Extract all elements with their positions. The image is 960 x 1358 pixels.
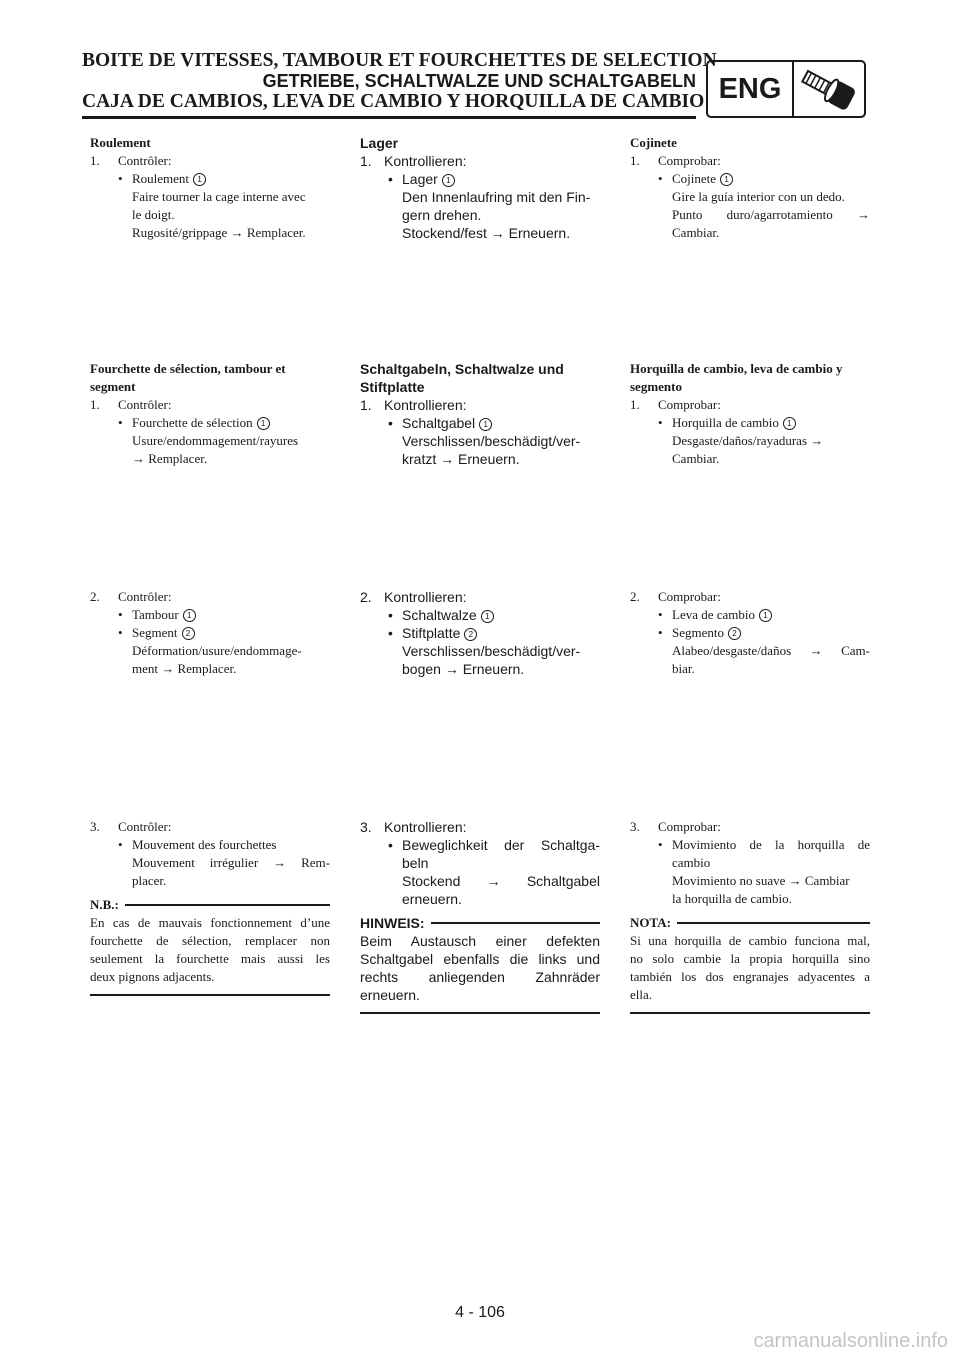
es-bearing-title: Cojinete — [630, 135, 677, 150]
note-line: no solo cambie la propia horquilla sino — [630, 951, 870, 966]
description-line: erneuern. — [402, 891, 462, 907]
description-line: ment → Remplacer. — [132, 661, 237, 676]
description-line: Verschlissen/beschädigt/ver- — [402, 643, 581, 659]
item-label: Leva de cambio — [672, 607, 756, 622]
step-number: 3. — [90, 819, 100, 834]
badge-label: ENG — [708, 62, 794, 116]
de-movement-section: 3. Kontrollieren: • Beweglichkeit der Schaltga- beln Stockend → Schaltgabel erneuern. HINWEIS: Beim Austausch einer defekten Schaltgabel ebenfalls die links und rechts anliegenden Zahnräder erneuern. — [360, 818, 600, 1014]
de-bearing-section: Lager 1. Kontrollieren: • Lager 1 Den Innenlaufring mit den Fin- gern drehen. Stockend/fest → Erneuern. — [360, 134, 600, 242]
description-line: Faire tourner la cage interne avec — [132, 189, 306, 204]
note-header — [630, 914, 870, 932]
description-line: Mouvement irrégulier → Rem- — [132, 855, 330, 870]
step-label: Contrôler: — [118, 153, 172, 168]
step-number: 1. — [630, 153, 640, 168]
step-label: Comprobar: — [658, 397, 721, 412]
note-line: Si una horquilla de cambio funciona mal, — [630, 933, 870, 948]
callout-2: 2 — [728, 627, 741, 640]
callout-1: 1 — [479, 418, 492, 431]
watermark: carmanualsonline.info — [753, 1330, 948, 1352]
description-line: → Remplacer. — [132, 451, 208, 466]
de-fork-section: Schaltgabeln, Schaltwalze und Stiftplatte 1. Kontrollieren: • Schaltgabel 1 Verschlissen/beschädigt/ver- kratzt → Erneuern. — [360, 360, 600, 468]
note-line: erneuern. — [360, 987, 420, 1003]
step-number: 2. — [630, 589, 640, 604]
callout-1: 1 — [720, 173, 733, 186]
de-fork-title: Schaltgabeln, Schaltwalze und — [360, 361, 564, 377]
description-line: placer. — [132, 873, 167, 888]
fr-movement-section: 3. Contrôler: • Mouvement des fourchettes Mouvement irrégulier → Rem- placer. N.B.: En cas de mauvais fonctionnement d’une fourchette de sélection, remplacer non seulement la fourchette mais aussi les deux pignons adjacents. — [90, 818, 330, 996]
step-label: Kontrollieren: — [384, 589, 467, 605]
es-bearing-section: Cojinete 1. Comprobar: • Cojinete 1 Gire la guía interior con un dedo. Punto duro/agarrotamiento → Cambiar. — [630, 135, 870, 240]
callout-1: 1 — [193, 173, 206, 186]
fr-fork-title-2: segment — [90, 379, 136, 394]
note-end-rule — [90, 994, 330, 996]
description-line: Déformation/usure/endommage- — [132, 643, 302, 658]
callout-2: 2 — [464, 628, 477, 641]
note-line: Beim Austausch einer defekten — [360, 933, 600, 949]
item-label: Movimiento de la horquilla de — [672, 837, 870, 852]
description-line: Verschlissen/beschädigt/ver- — [402, 433, 581, 449]
step-number: 1. — [90, 153, 100, 168]
callout-1: 1 — [783, 417, 796, 430]
de-drum-section: 2. Kontrollieren: • Schaltwalze 1 • Stiftplatte 2 Verschlissen/beschädigt/ver- bogen → Erneuern. — [360, 588, 600, 678]
engine-bolt-icon — [794, 62, 864, 116]
description-line: Desgaste/daños/rayaduras → — [672, 433, 824, 448]
description-line: Stockend → Schaltgabel — [402, 873, 600, 889]
description-line: Movimiento no suave → Cambiar — [672, 873, 850, 888]
note-end-rule — [630, 1012, 870, 1014]
description-line: la horquilla de cambio. — [672, 891, 792, 906]
de-bearing-title: Lager — [360, 135, 399, 151]
es-fork-title-2: segmento — [630, 379, 682, 394]
description-line: Gire la guía interior con un dedo. — [672, 189, 845, 204]
item-label: Segment — [132, 625, 178, 640]
step-label: Kontrollieren: — [384, 397, 467, 413]
note-line: fourchette de sélection, remplacer non — [90, 933, 330, 948]
callout-2: 2 — [182, 627, 195, 640]
step-label: Kontrollieren: — [384, 819, 467, 835]
callout-1: 1 — [257, 417, 270, 430]
fr-bearing-section: Roulement 1. Contrôler: • Roulement 1 Faire tourner la cage interne avec le doigt. Rugosité/grippage → Remplacer. — [90, 134, 330, 242]
description-line: bogen → Erneuern. — [402, 661, 525, 677]
note-label: NOTA: — [630, 915, 671, 930]
item-label: Fourchette de sélection — [132, 415, 253, 430]
step-label: Comprobar: — [658, 153, 721, 168]
note-line: seulement la fourchette mais aussi les — [90, 951, 330, 966]
step-label: Contrôler: — [118, 819, 172, 834]
step-label: Kontrollieren: — [384, 153, 467, 169]
callout-1: 1 — [759, 609, 772, 622]
step-number: 2. — [360, 589, 372, 605]
step-label: Comprobar: — [658, 589, 721, 604]
item-label: Schaltwalze — [402, 607, 477, 623]
description-line: gern drehen. — [402, 207, 482, 223]
item-label-cont: beln — [402, 855, 429, 871]
step-number: 2. — [90, 589, 100, 604]
note-line: En cas de mauvais fonctionnement d’une — [90, 915, 330, 930]
item-label: Lager — [402, 171, 438, 187]
note-header — [360, 914, 600, 932]
page-header — [82, 50, 717, 112]
es-drum-section: 2. Comprobar: • Leva de cambio 1 • Segmento 2 Alabeo/desgaste/daños → Cam- biar. — [630, 589, 870, 676]
title-es: CAJA DE CAMBIOS, LEVA DE CAMBIO Y HORQUILLA DE CAMBIO — [82, 91, 705, 112]
item-label: Beweglichkeit der Schaltga- — [402, 837, 600, 853]
item-label: Tambour — [132, 607, 179, 622]
de-fork-title-2: Stiftplatte — [360, 379, 425, 395]
description-line: Punto duro/agarrotamiento → — [672, 207, 870, 222]
fr-bearing-title: Roulement — [90, 135, 151, 150]
es-movement-section: 3. Comprobar: • Movimiento de la horquilla de cambio Movimiento no suave → Cambiar la horquilla de cambio. NOTA: Si una horquilla de cambio funciona mal, no solo cambie la propia horquilla sino también los dos engranajes adyacentes a ella. — [630, 818, 870, 1014]
step-label: Comprobar: — [658, 819, 721, 834]
item-label: Horquilla de cambio — [672, 415, 779, 430]
item-label: Stiftplatte — [402, 625, 461, 641]
note-header — [90, 896, 330, 914]
title-de: GETRIEBE, SCHALTWALZE UND SCHALTGABELN — [262, 71, 696, 91]
note-label: HINWEIS: — [360, 915, 425, 931]
fr-fork-section: Fourchette de sélection, tambour et segment 1. Contrôler: • Fourchette de sélection 1 Usure/endommagement/rayures → Remplacer. — [90, 360, 330, 468]
callout-1: 1 — [442, 174, 455, 187]
item-label-cont: cambio — [672, 855, 711, 870]
page-number: 4 - 106 — [455, 1304, 505, 1321]
note-line: ella. — [630, 987, 653, 1002]
note-line: deux pignons adjacents. — [90, 969, 215, 984]
description-line: Den Innenlaufring mit den Fin- — [402, 189, 591, 205]
description-line: le doigt. — [132, 207, 175, 222]
step-number: 1. — [360, 153, 372, 169]
description-line: biar. — [672, 661, 695, 676]
description-line: Cambiar. — [672, 451, 720, 466]
description-line: Usure/endommagement/rayures — [132, 433, 299, 448]
fr-fork-title: Fourchette de sélection, tambour et — [90, 361, 286, 376]
callout-1: 1 — [481, 610, 494, 623]
step-number: 3. — [630, 819, 640, 834]
note-line: Schaltgabel ebenfalls die links und — [360, 951, 600, 967]
section-badge — [706, 60, 866, 118]
description-line: kratzt → Erneuern. — [402, 451, 520, 467]
item-label: Mouvement des fourchettes — [132, 837, 277, 852]
item-label: Cojinete — [672, 171, 717, 186]
fr-drum-section: 2. Contrôler: • Tambour 1 • Segment 2 Déformation/usure/endommage- ment → Remplacer. — [90, 588, 330, 678]
note-line: rechts anliegenden Zahnräder — [360, 969, 600, 985]
item-label: Segmento — [672, 625, 724, 640]
description-line: Rugosité/grippage → Remplacer. — [132, 225, 306, 240]
item-label: Roulement — [132, 171, 190, 186]
description-line: Alabeo/desgaste/daños → Cam- — [672, 643, 870, 658]
item-label: Schaltgabel — [402, 415, 476, 431]
note-label: N.B.: — [90, 897, 119, 912]
step-number: 1. — [90, 397, 100, 412]
title-fr: BOITE DE VITESSES, TAMBOUR ET FOURCHETTES DE SELECTION — [82, 50, 717, 71]
step-number: 3. — [360, 819, 372, 835]
step-number: 1. — [630, 397, 640, 412]
note-end-rule — [360, 1012, 600, 1014]
step-label: Contrôler: — [118, 397, 172, 412]
callout-1: 1 — [183, 609, 196, 622]
note-line: también los dos engranajes adyacentes a — [630, 969, 870, 984]
description-line: Cambiar. — [672, 225, 720, 240]
step-label: Contrôler: — [118, 589, 172, 604]
header-rule — [82, 116, 696, 119]
description-line: Stockend/fest → Erneuern. — [402, 225, 571, 241]
es-fork-section: Horquilla de cambio, leva de cambio y segmento 1. Comprobar: • Horquilla de cambio 1 Desgaste/daños/rayaduras → Cambiar. — [630, 360, 870, 468]
step-number: 1. — [360, 397, 372, 413]
es-fork-title: Horquilla de cambio, leva de cambio y — [630, 361, 843, 376]
